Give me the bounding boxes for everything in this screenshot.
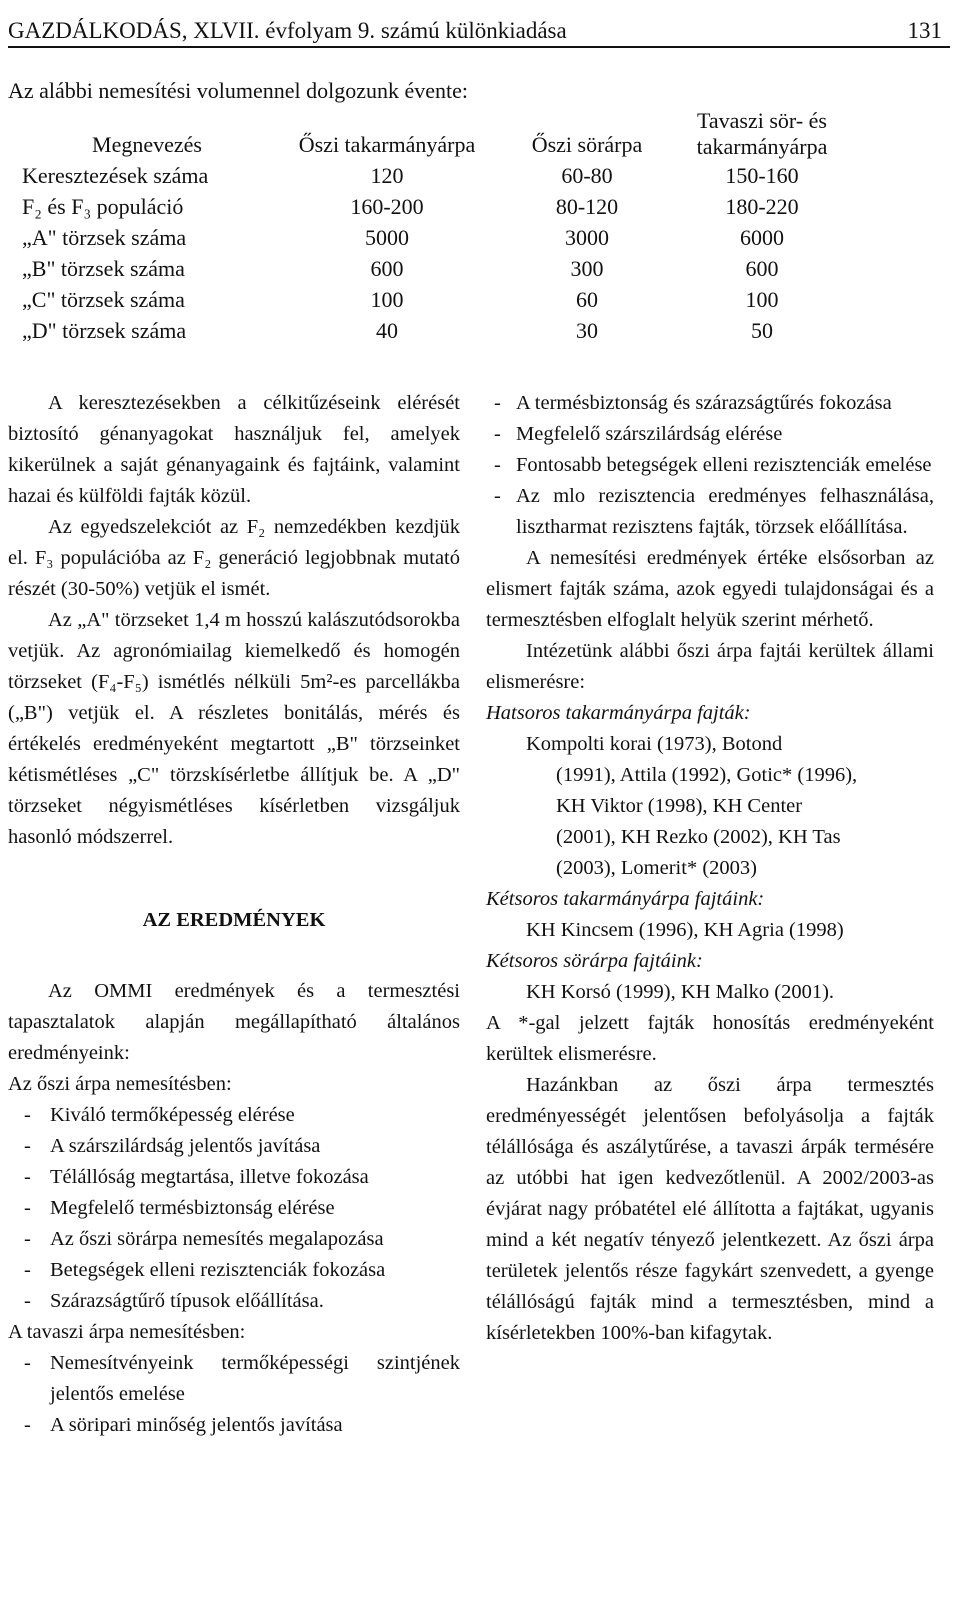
list-item: - A termésbiztonság és szárazságtűrés fokozása [486, 388, 934, 419]
cell-winter-malting: 30 [576, 318, 598, 343]
cell-spring: 150-160 [725, 163, 799, 188]
list-item: - Az mlo rezisztencia eredményes felhasználása, lisztharmat rezisztens fajták, törzsek előállítása. [486, 481, 934, 543]
paragraph-naturalization: A *-gal jelzett fajták honosítás eredményeként kerültek elismerésre. [486, 1012, 934, 1065]
left-column [8, 388, 460, 1441]
category-two-row-malting: Kétsoros sörárpa fajtáink: [486, 950, 703, 972]
cell-winter-malting: 60-80 [561, 163, 613, 188]
category-two-row-feed: Kétsoros takarmányárpa fajtáink: [486, 888, 765, 910]
page-number: 131 [907, 18, 942, 43]
table-row [22, 160, 852, 191]
cell-winter-feed: 160-200 [350, 194, 424, 219]
cell-winter-feed: 40 [376, 318, 398, 343]
row-label: „B" törzsek száma [22, 256, 185, 281]
column-header-winter-malting: Őszi sörárpa [531, 132, 643, 157]
running-title: GAZDÁLKODÁS, XLVII. évfolyam 9. számú különkiadása [8, 18, 567, 43]
list-item: - Nemesítvényeink termőképességi szintjének jelentős emelése [8, 1348, 460, 1410]
table-row [22, 191, 852, 222]
row-label: Keresztezések száma [22, 163, 209, 188]
cell-winter-feed: 100 [370, 287, 404, 312]
paragraph-value: A nemesítési eredmények értéke elsősorban az elismert fajták száma, azok egyedi tulajdonságai és a termesztésben elfoglalt helyük szerint mérhető. [486, 547, 934, 631]
cell-winter-malting: 80-120 [555, 194, 619, 219]
list-item: - Fontosabb betegségek elleni rezisztenciák emelése [486, 450, 934, 481]
variety-line: Kompolti korai (1973), Botond [526, 733, 783, 755]
list-item: - A szárszilárdság jelentős javítása [8, 1131, 460, 1162]
paragraph-selection: Az egyedszelekciót az F₂ nemzedékben kezdjük el. F₃ populációba az F₂ generáció legjobbnak mutató részét (30-50%) vetjük el ismét. [8, 516, 460, 600]
variety-line: (2003), Lomerit* (2003) [556, 857, 757, 879]
winter-barley-heading: Az őszi árpa nemesítésben: [8, 1073, 232, 1095]
list-item: - Télállóság megtartása, illetve fokozása [8, 1162, 460, 1193]
cell-winter-feed: 5000 [365, 225, 409, 250]
two-row-feed-varieties [486, 915, 934, 946]
column-header-spring: Tavaszi sör- és takarmányárpa [696, 108, 828, 159]
category-six-row-feed: Hatsoros takarmányárpa fajták: [486, 702, 751, 724]
paragraph-strains: Az „A" törzseket 1,4 m hosszú kalászutódsorokba vetjük. Az agronómiailag kiemelkedő és homogén törzseket (F₄-F₅) ismétlés nélküli 5m²-es parcellákba („B") vetjük el. A részletes bonitálás, mérés és értékelés eredményeként megtartott „B" törzseinket kétismétléses „C" törzskísérletbe állítjuk be. A „D" törzseket négyismétléses kísérletben vizsgáljuk hasonló módszerrel. [8, 609, 460, 848]
cell-spring: 100 [745, 287, 779, 312]
cell-spring: 50 [751, 318, 773, 343]
cell-winter-feed: 120 [370, 163, 404, 188]
row-label: „A" törzsek száma [22, 225, 187, 250]
breeding-volume-table [22, 108, 852, 346]
row-label: „C" törzsek száma [22, 287, 185, 312]
cell-winter-malting: 3000 [565, 225, 609, 250]
table-row [22, 253, 852, 284]
table-row [22, 222, 852, 253]
six-row-varieties [486, 729, 934, 884]
table-row [22, 315, 852, 346]
goals-list [486, 388, 934, 543]
spring-barley-heading: A tavaszi árpa nemesítésben: [8, 1321, 246, 1343]
list-item: - A söripari minőség jelentős javítása [8, 1410, 460, 1441]
variety-line: KH Korsó (1999), KH Malko (2001). [526, 981, 835, 1003]
column-header-winter-feed: Őszi takarmányárpa [298, 132, 476, 157]
variety-line: (2001), KH Rezko (2002), KH Tas [556, 826, 841, 848]
right-column [486, 388, 934, 1349]
cell-spring: 180-220 [725, 194, 799, 219]
list-item: - Megfelelő termésbiztonság elérése [8, 1193, 460, 1224]
table-intro: Az alábbi nemesítési volumennel dolgozunk évente: [8, 78, 469, 103]
variety-line: KH Viktor (1998), KH Center [556, 795, 803, 817]
cell-winter-malting: 60 [576, 287, 598, 312]
row-label: „D" törzsek száma [22, 318, 187, 343]
paragraph-institute: Intézetünk alábbi őszi árpa fajtái kerültek állami elismerésre: [486, 640, 934, 693]
table-header-row [22, 108, 852, 160]
running-header [8, 16, 950, 48]
variety-line: (1991), Attila (1992), Gotic* (1996), [556, 764, 858, 786]
cell-winter-malting: 300 [570, 256, 604, 281]
table-row [22, 284, 852, 315]
paragraph-conditions: Hazánkban az őszi árpa termesztés eredményességét jelentősen befolyásolja a fajták télállósága és aszálytűrése, a tavaszi árpák termésére az utóbbi hat igen kedvezőtlenül. A 2002/2003-as évjárat nagy próbatétel elé állította a fajtákat, ugyanis mind a két negatív tényező jelentkezett. Az őszi árpa területek jelentős része fagykárt szenvedett, a gyenge télállóságú fajták mind a termesztésben, mind a kísérletekben 100%-ban kifagytak. [486, 1074, 934, 1344]
paragraph-results: Az OMMI eredmények és a termesztési tapasztalatok alapján megállapítható általános eredményeink: [8, 980, 460, 1064]
section-heading-results: AZ EREDMÉNYEK [142, 909, 326, 931]
list-item: - Betegségek elleni rezisztenciák fokozása [8, 1255, 460, 1286]
list-item: - Kiváló termőképesség elérése [8, 1100, 460, 1131]
cell-spring: 6000 [740, 225, 784, 250]
row-label: F₂ és F₃ populáció [22, 194, 184, 219]
list-item: - Az őszi sörárpa nemesítés megalapozása [8, 1224, 460, 1255]
two-row-malting-varieties [486, 977, 934, 1008]
winter-barley-list [8, 1100, 460, 1317]
paragraph-crossings: A keresztezésekben a célkitűzéseink elérését biztosító génanyagokat használjuk fel, amelyek kikerülnek a saját génanyagaink és fajtáink, valamint hazai és külföldi fajták közül. [8, 392, 460, 507]
spring-barley-list [8, 1348, 460, 1441]
list-item: - Szárazságtűrő típusok előállítása. [8, 1286, 460, 1317]
cell-winter-feed: 600 [370, 256, 404, 281]
variety-line: KH Kincsem (1996), KH Agria (1998) [526, 919, 844, 941]
cell-spring: 600 [745, 256, 779, 281]
list-item: - Megfelelő szárszilárdság elérése [486, 419, 934, 450]
column-header-name: Megnevezés [92, 132, 202, 157]
